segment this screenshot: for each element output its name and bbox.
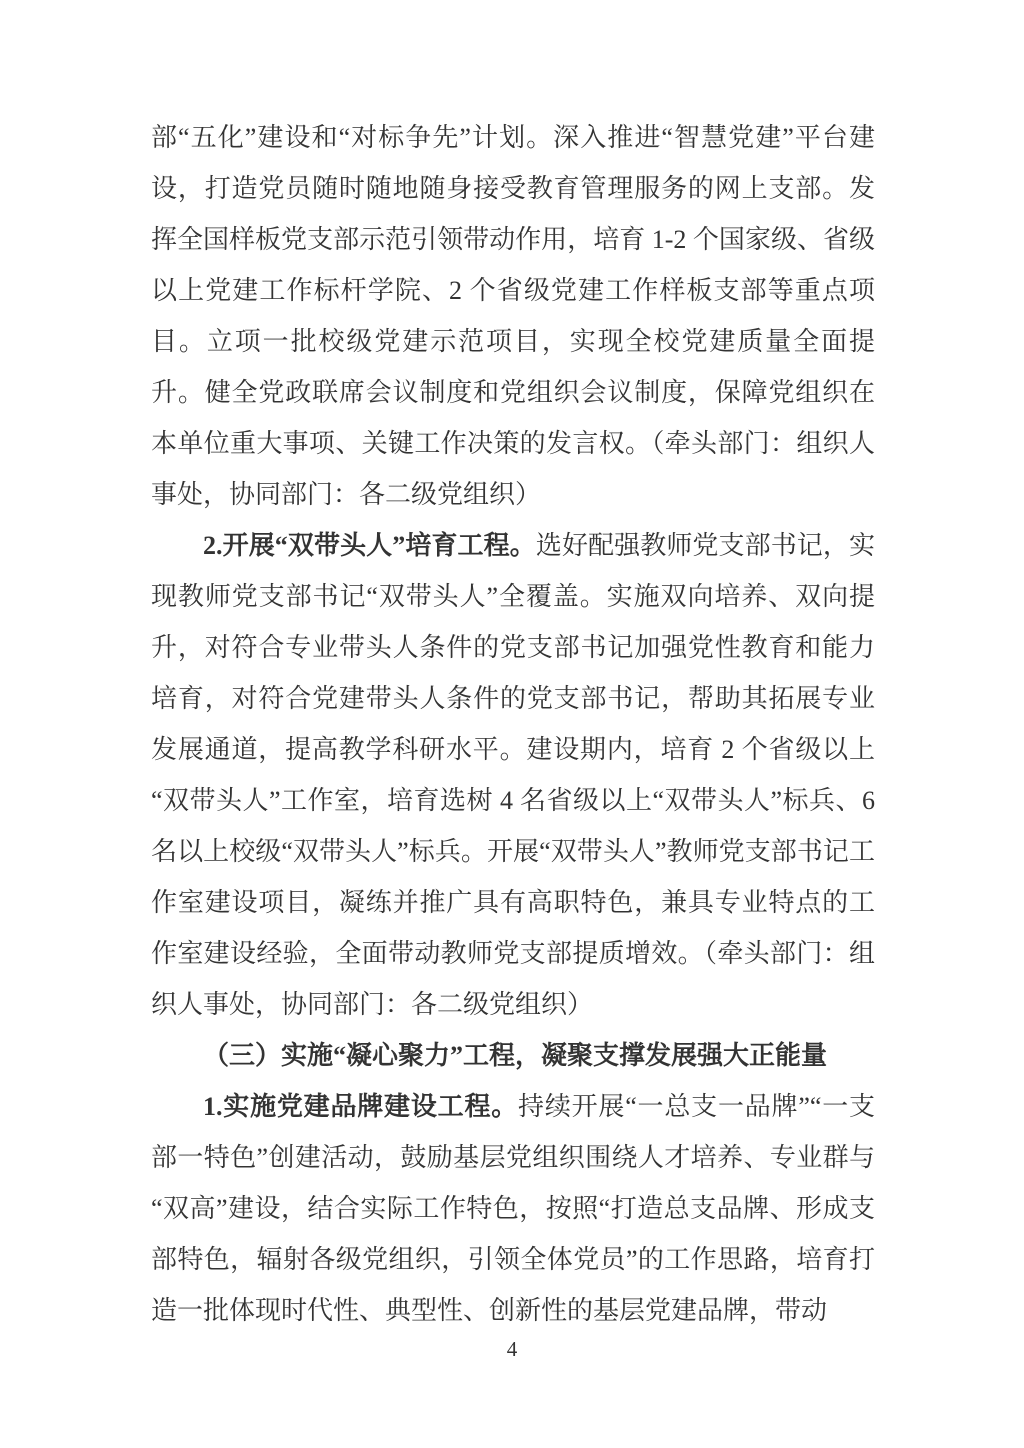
body-text: 选好配强教师党支部书记，实现教师党支部书记“双带头人”全覆盖。实施双向培养、双向提升，对符合专业带头人条件的党支部书记加强党性教育和能力培育，对符合党建带头人条件的党支部书记，帮助其拓展专业发展通道，提高教学科研水平。建设期内，培育 2 个省级以上“双带头人”工作室，培育选树 4 名省级以上“双带头人”标兵、6 名以上校级“双带头人”标兵。开展“双带头人”教师党支部书记工作室建设项目，凝练并推广具有高职特色，兼具专业特点的工作室建设经验，全面带动教师党支部提质增效。（牵头部门：组织人事处，协同部门：各二级党组织） (151, 531, 875, 1019)
page-number: 4 (506, 1337, 518, 1361)
paragraph (151, 1081, 875, 1336)
body-text: 持续开展“一总支一品牌”“一支部一特色”创建活动，鼓励基层党组织围绕人才培养、专业群与“双高”建设，结合实际工作特色，按照“打造总支品牌、形成支部特色，辐射各级党组织，引领全体党员”的工作思路，培育打造一批体现时代性、典型性、创新性的基层党建品牌，带动 (151, 1092, 875, 1325)
section-heading (151, 1030, 875, 1081)
body-text: 部“五化”建设和“对标争先”计划。深入推进“智慧党建”平台建设，打造党员随时随地随身接受教育管理服务的网上支部。发挥全国样板党支部示范引领带动作用，培育 1-2 个国家级、省级以上党建工作标杆学院、2 个省级党建工作样板支部等重点项目。立项一批校级党建示范项目，实现全校党建质量全面提升。健全党政联席会议制度和党组织会议制度，保障党组织在本单位重大事项、关键工作决策的发言权。（牵头部门：组织人事处，协同部门：各二级党组织） (151, 123, 875, 509)
bold-lead-text: （三）实施“凝心聚力”工程，凝聚支撑发展强大正能量 (203, 1041, 828, 1070)
bold-lead-text: 2.开展“双带头人”培育工程。 (203, 531, 536, 560)
paragraph (151, 112, 875, 520)
paragraph (151, 520, 875, 1030)
document-body (151, 112, 875, 1336)
bold-lead-text: 1.实施党建品牌建设工程。 (203, 1092, 519, 1121)
page-footer (0, 1334, 1024, 1364)
